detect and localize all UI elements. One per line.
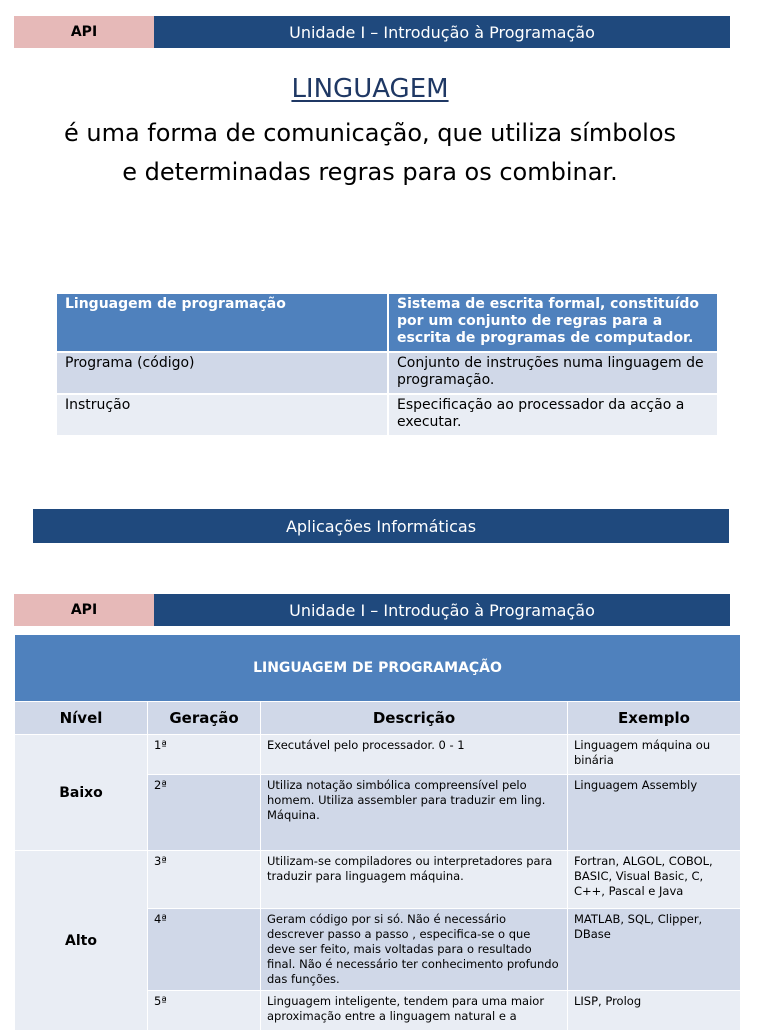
generation-cell: 5ª [148, 991, 261, 1031]
slide2-header-unit: Unidade I – Introdução à Programação [154, 594, 730, 626]
description-cell: Executável pelo processador. 0 - 1 [261, 735, 568, 775]
definition-heading-text: LINGUAGEM [291, 74, 449, 104]
level-cell: Baixo [15, 735, 148, 851]
column-header-nivel: Nível [15, 702, 148, 735]
slide1-header-api: API [14, 16, 154, 48]
column-header-descricao: Descrição [261, 702, 568, 735]
example-cell: MATLAB, SQL, Clipper, DBase [568, 909, 741, 991]
definitions-term: Programa (código) [57, 352, 388, 394]
generation-cell: 1ª [148, 735, 261, 775]
description-cell: Utiliza notação simbólica compreensível pelo homem. Utiliza assembler para traduzir em ling. Máquina. [261, 775, 568, 851]
column-header-exemplo: Exemplo [568, 702, 741, 735]
description-cell: Utilizam-se compiladores ou interpretadores para traduzir para linguagem máquina. [261, 851, 568, 909]
generation-cell: 2ª [148, 775, 261, 851]
definitions-meaning: Conjunto de instruções numa linguagem de programação. [388, 352, 717, 394]
definition-heading [0, 74, 740, 104]
level-cell: Alto [15, 851, 148, 1031]
definitions-table [57, 294, 717, 435]
table-row [15, 851, 741, 909]
generation-cell: 4ª [148, 909, 261, 991]
language-generations-table [14, 634, 741, 1031]
description-cell: Linguagem inteligente, tendem para uma maior aproximação entre a linguagem natural e a [261, 991, 568, 1031]
table-title: LINGUAGEM DE PROGRAMAÇÃO [15, 635, 741, 702]
definitions-meaning: Sistema de escrita formal, constituído por um conjunto de regras para a escrita de programas de computador. [388, 294, 717, 352]
table-row [57, 394, 717, 435]
definition-body: é uma forma de comunicação, que utiliza símbolos e determinadas regras para os combinar. [63, 119, 677, 186]
table-title-row [15, 635, 741, 702]
table-row [57, 352, 717, 394]
table-header-row [15, 702, 741, 735]
slide2-header-api: API [14, 594, 154, 626]
description-cell: Geram código por si só. Não é necessário descrever passo a passo , especifica-se o que deve ser feito, mais voltadas para o resultado final. Não é necessário ter conhecimento profundo das funções. [261, 909, 568, 991]
slide1-header [14, 16, 730, 48]
definitions-header-row [57, 294, 717, 352]
slide1-footer: Aplicações Informáticas [33, 509, 729, 543]
example-cell: LISP, Prolog [568, 991, 741, 1031]
table-row [15, 735, 741, 775]
generation-cell: 3ª [148, 851, 261, 909]
definitions-meaning: Especificação ao processador da acção a executar. [388, 394, 717, 435]
example-cell: Fortran, ALGOL, COBOL, BASIC, Visual Basic, C, C++, Pascal e Java [568, 851, 741, 909]
definitions-term: Linguagem de programação [57, 294, 388, 352]
example-cell: Linguagem Assembly [568, 775, 741, 851]
definitions-term: Instrução [57, 394, 388, 435]
slide2-header [14, 594, 730, 626]
example-cell: Linguagem máquina ou binária [568, 735, 741, 775]
slide1-header-unit: Unidade I – Introdução à Programação [154, 16, 730, 48]
column-header-geracao: Geração [148, 702, 261, 735]
